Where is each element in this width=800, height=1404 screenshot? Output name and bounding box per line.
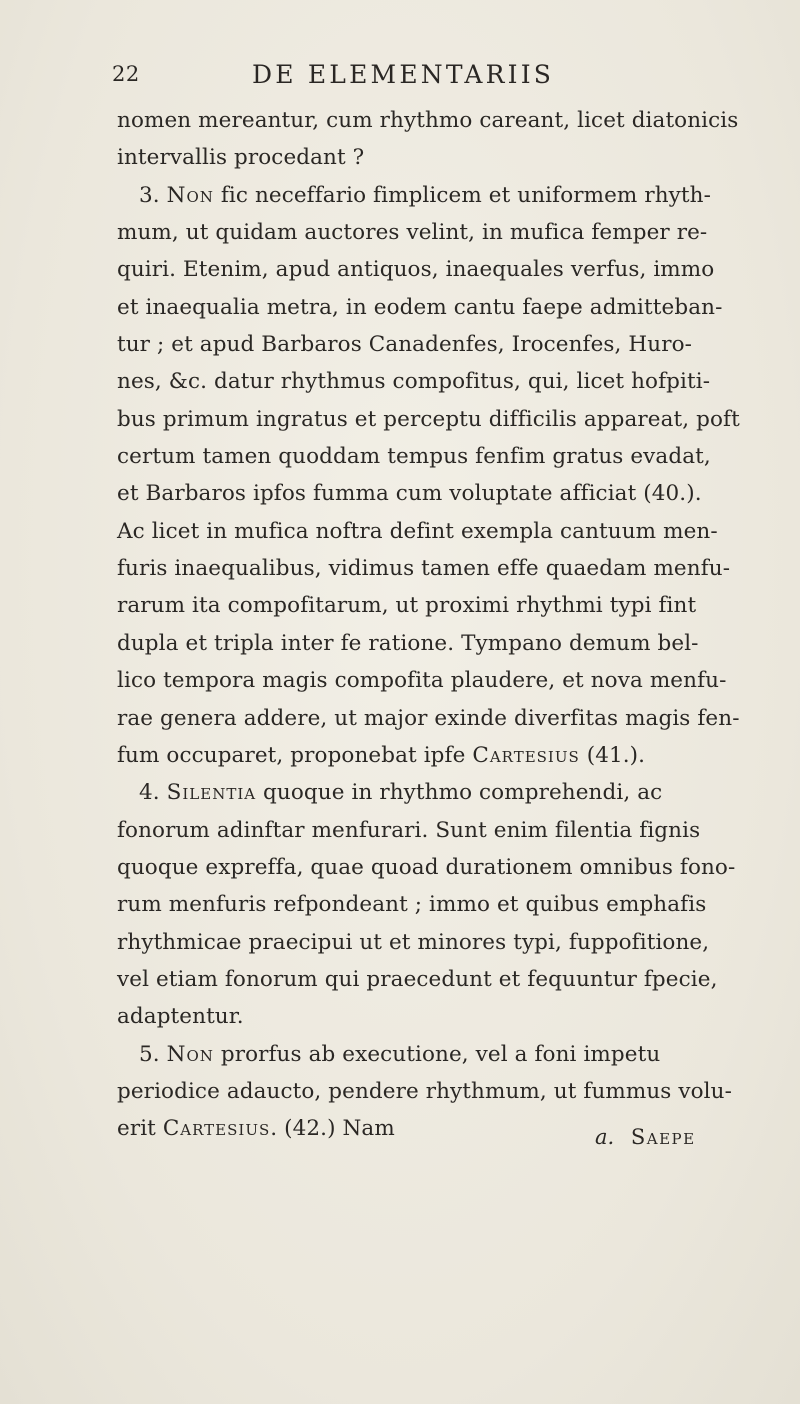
- text-line: rum menfuris refpondeant ; immo et quibus emphafis: [117, 892, 707, 918]
- text-line: dupla et tripla inter fe ratione. Tympano demum bel-: [117, 630, 699, 656]
- text-line: quoque expreffa, quae quoad durationem omnibus fono-: [117, 854, 736, 880]
- text-line: Ac licet in mufica noftra defint exempla cantuum men-: [117, 518, 718, 544]
- text-line: rarum ita compofitarum, ut proximi rhythmi typi fint: [117, 593, 697, 619]
- text-line: et Barbaros ipfos fumma cum voluptate afficiat (40.).: [117, 481, 702, 507]
- paragraph-5-start: [117, 1036, 692, 1073]
- page-number: 22: [112, 62, 140, 86]
- text-line: mum, ut quidam auctores velint, in mufica femper re-: [117, 220, 708, 246]
- catchword-word: Saepe: [630, 1125, 696, 1149]
- small-caps-name: Cartesius: [162, 1116, 271, 1142]
- text-run: quoque in rhythmo comprehendi, ac: [256, 780, 663, 806]
- text-run: fum occuparet, proponebat ipfe: [117, 742, 473, 768]
- running-title: DE ELEMENTARIIS: [252, 60, 555, 89]
- small-caps-word: Non: [166, 182, 214, 208]
- text-line: adaptentur.: [117, 1004, 244, 1030]
- text-line: rhythmicae praecipui ut et minores typi, fuppofitione,: [117, 929, 710, 955]
- small-caps-word: Silentia: [166, 780, 257, 806]
- signature-mark: a.: [595, 1125, 615, 1149]
- body-text: [117, 102, 740, 1148]
- paragraph-number: 4.: [139, 780, 167, 806]
- text-line: intervallis procedant ?: [117, 145, 365, 171]
- text-run: (41.).: [579, 742, 646, 768]
- text-line: rae genera addere, ut major exinde diverfitas magis fen-: [117, 705, 740, 731]
- text-run: prorfus ab executione, vel a foni impetu: [213, 1041, 661, 1067]
- paragraph-number: 5.: [139, 1041, 167, 1067]
- text-line: nes, &c. datur rhythmus compofitus, qui, licet hofpiti-: [117, 369, 711, 395]
- text-line: periodice adaucto, pendere rhythmum, ut fummus volu-: [117, 1078, 732, 1104]
- paragraph-3-start: [117, 177, 711, 214]
- text-line: nomen mereantur, cum rhythmo careant, licet diatonicis: [117, 108, 739, 133]
- small-caps-word: Non: [166, 1041, 214, 1067]
- text-line: vel etiam fonorum qui praecedunt et fequuntur fpecie,: [117, 966, 718, 992]
- text-run: erit: [117, 1116, 163, 1142]
- text-line: certum tamen quoddam tempus fenfim gratus evadat,: [117, 444, 711, 470]
- running-head: [112, 62, 682, 92]
- text-line: quiri. Etenim, apud antiquos, inaequales verfus, immo: [117, 257, 715, 283]
- text-run: fic neceffario fimplicem et uniformem rhyth-: [213, 182, 711, 208]
- text-line: et inaequalia metra, in eodem cantu faepe admitteban-: [117, 294, 723, 320]
- paragraph-number: 3.: [139, 182, 167, 208]
- text-line: fonorum adinftar menfurari. Sunt enim filentia fignis: [117, 817, 701, 843]
- text-run: . (42.) Nam: [270, 1116, 395, 1142]
- text-line: tur ; et apud Barbaros Canadenfes, Irocenfes, Huro-: [117, 332, 693, 358]
- catchword: [595, 1125, 696, 1149]
- text-line: bus primum ingratus et perceptu difficilis appareat, poft: [117, 406, 740, 432]
- small-caps-name: Cartesius: [472, 742, 580, 768]
- text-line: furis inaequalibus, vidimus tamen effe quaedam menfu-: [117, 556, 731, 582]
- text-line: lico tempora magis compofita plaudere, et nova menfu-: [117, 668, 727, 694]
- text-line-cartesius: [117, 737, 692, 774]
- paragraph-4-start: [117, 774, 692, 811]
